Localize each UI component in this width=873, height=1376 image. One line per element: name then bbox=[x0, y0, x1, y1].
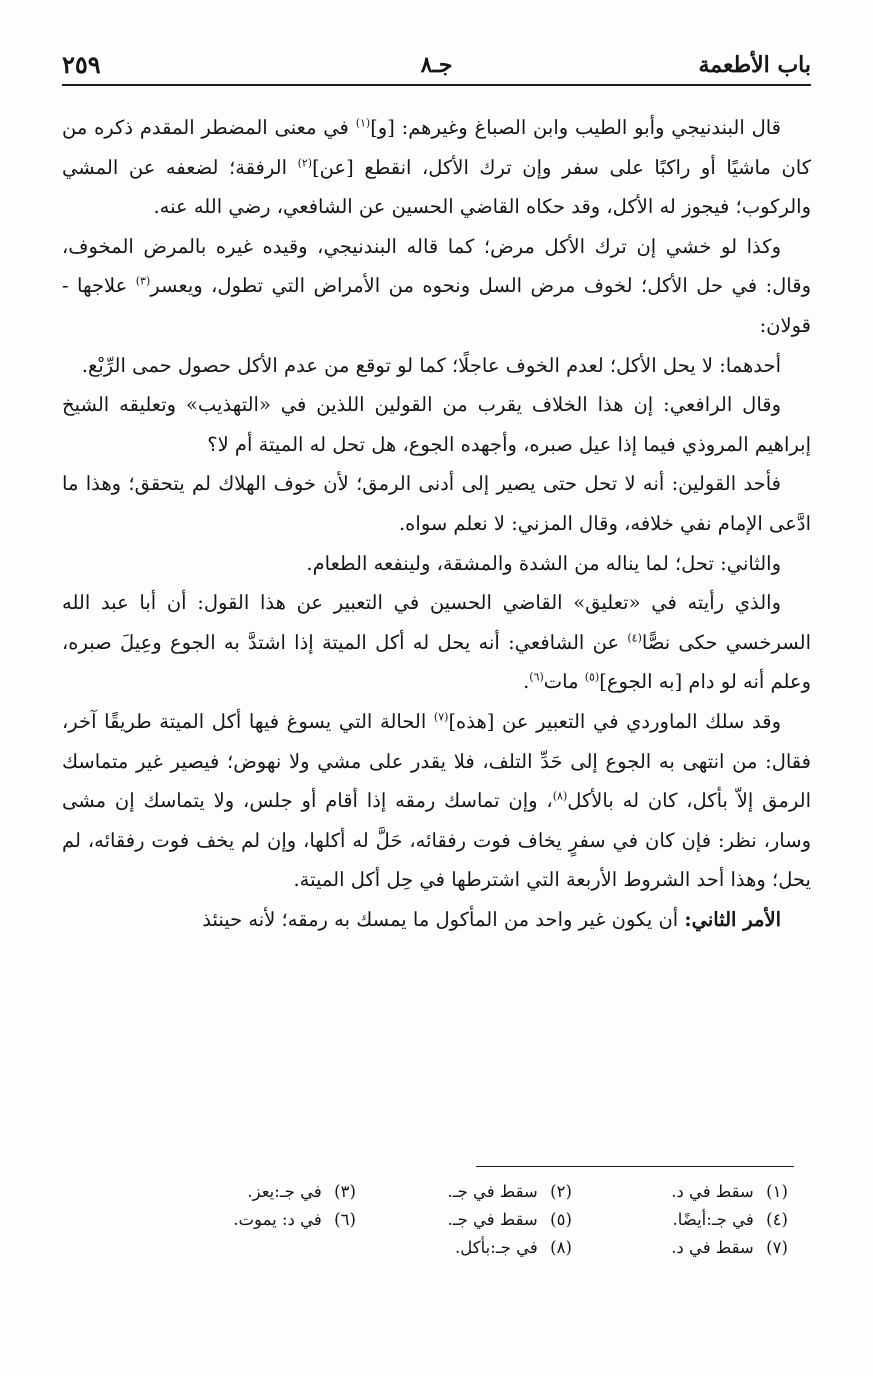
footnote-text: سقط في جـ. bbox=[447, 1210, 538, 1229]
footnote-ref: (٥) bbox=[584, 670, 600, 684]
text-run: علاجها - قولان: bbox=[62, 274, 811, 337]
footnote bbox=[363, 1206, 579, 1234]
text-run: والثاني: تحل؛ لما يناله من الشدة والمشقة، ولينفعه الطعام. bbox=[306, 551, 781, 575]
footnote-number: (٣) bbox=[334, 1182, 356, 1201]
text-run: والذي رأيته في «تعليق» القاضي الحسين في التعبير عن هذا القول: أن أبا عبد الله السرخسي حكى نصًّا bbox=[62, 591, 811, 654]
text-run: أحدهما: لا يحل الأكل؛ لعدم الخوف عاجلًا؛ كما لو توقع من عدم الأكل حصول حمى الرِّبْع. bbox=[81, 353, 781, 377]
text-run: عن الشافعي: أنه يحل له أكل الميتة إذا اشتدَّ به الجوع وعِيلَ صبره، وعلم أنه لو دام [به الجوع] bbox=[62, 630, 811, 694]
footnote-number: (٦) bbox=[334, 1210, 356, 1229]
running-header bbox=[62, 46, 811, 86]
footnote-number: (٤) bbox=[766, 1210, 788, 1229]
footnote-ref: (٣) bbox=[135, 274, 151, 288]
footnotes bbox=[62, 1178, 795, 1262]
text-run: وقد سلك الماوردي في التعبير عن [هذه] bbox=[448, 709, 781, 733]
footnote-row bbox=[62, 1234, 795, 1262]
footnote-ref: (٦) bbox=[529, 670, 544, 684]
paragraph bbox=[62, 464, 811, 543]
footnote-text: سقط في جـ. bbox=[447, 1182, 538, 1201]
volume-label: جـ٨ bbox=[420, 52, 453, 78]
paragraph-lead: الأمر الثاني: bbox=[684, 907, 781, 931]
footnote-number: (٥) bbox=[550, 1210, 572, 1229]
footnote-text: في د: يموت. bbox=[233, 1210, 322, 1229]
footnote bbox=[363, 1234, 579, 1262]
footnote-ref: (٧) bbox=[433, 710, 449, 724]
footnote-number: (٢) bbox=[550, 1182, 572, 1201]
footnote-number: (٨) bbox=[550, 1238, 572, 1257]
footnote-text: سقط في د. bbox=[671, 1182, 754, 1201]
footnote bbox=[147, 1206, 363, 1234]
footnote-text: في جـ:أيضًا. bbox=[672, 1210, 754, 1229]
text-run: ، وإن تماسك رمقه إذا أقام أو جلس، ولا يتماسك إن مشى وسار، نظر: فإن كان في سفرٍ يخاف فوت رفقائه، حَلَّ له أكلها، وإن لم يخف فوت رفقائه، لم يحل؛ وهذا أحد الشروط الأربعة التي اشترطها في حِل أكل الميتة. bbox=[62, 789, 811, 892]
footnote-row bbox=[62, 1178, 795, 1206]
paragraph bbox=[62, 346, 811, 386]
text-run: الرفقة؛ لضعفه عن المشي والركوب؛ فيجوز له الأكل، وقد حكاه القاضي الحسين عن الشافعي، رضي الله عنه. bbox=[62, 155, 811, 219]
footnote-rule bbox=[476, 1166, 794, 1167]
text-run: مات bbox=[543, 670, 585, 694]
footnote-ref: (٤) bbox=[627, 631, 642, 645]
footnote bbox=[579, 1234, 795, 1262]
paragraph bbox=[62, 227, 811, 346]
paragraph bbox=[62, 544, 811, 584]
text-run: وكذا لو خشي إن ترك الأكل مرض؛ كما قاله البندنيجي، وقيده غيره بالمرض المخوف، وقال: في حل الأكل؛ لخوف مرض السل ونحوه من الأمراض التي تطول، ويعسر bbox=[62, 234, 811, 298]
footnote bbox=[579, 1206, 795, 1234]
footnote-number: (٧) bbox=[766, 1238, 788, 1257]
text-run: وقال الرافعي: إن هذا الخلاف يقرب من القولين اللذين في «التهذيب» وتعليقه الشيخ إبراهيم المروذي فيما إذا عيل صبره، وأجهده الجوع، هل تحل له الميتة أم لا؟ bbox=[62, 393, 811, 456]
text-run: في معنى المضطر المقدم ذكره من كان ماشيًا أو راكبًا على سفر وإن ترك الأكل، انقطع [عن] bbox=[62, 116, 811, 179]
main-text bbox=[62, 108, 811, 939]
footnote bbox=[147, 1178, 363, 1206]
page-number: ٢٥٩ bbox=[62, 50, 101, 79]
footnote bbox=[363, 1178, 579, 1206]
chapter-title: باب الأطعمة bbox=[698, 52, 811, 78]
footnote-number: (١) bbox=[766, 1182, 788, 1201]
header-rule bbox=[62, 84, 811, 86]
footnote bbox=[579, 1178, 795, 1206]
text-run: قال البندنيجي وأبو الطيب وابن الصباغ وغيرهم: [و] bbox=[370, 116, 781, 139]
paragraph bbox=[62, 702, 811, 900]
footnote-row bbox=[62, 1206, 795, 1234]
text-run: . bbox=[523, 670, 530, 694]
paragraph bbox=[62, 385, 811, 464]
text-run: فأحد القولين: أنه لا تحل حتى يصير إلى أدنى الرمق؛ لأن خوف الهلاك لم يتحقق؛ وهذا ما ادَّعى الإمام نفي خلافه، وقال المزني: لا نعلم سواه. bbox=[62, 472, 811, 535]
footnote-text: في جـ:يعز. bbox=[247, 1182, 322, 1201]
paragraph bbox=[62, 583, 811, 702]
text-run: الحالة التي يسوغ فيها أكل الميتة طريقًا آخر، فقال: من انتهى به الجوع إلى حَدِّ التلف، فلا يقدر على مشي ولا نهوض؛ فيصير غير متماسك الرمق إلاّ بأكل، كان له بالأكل bbox=[62, 709, 811, 813]
paragraph bbox=[62, 108, 811, 227]
footnote-ref: (١) bbox=[355, 116, 371, 130]
text-run: أن يكون غير واحد من المأكول ما يمسك به رمقه؛ لأنه حينئذ bbox=[202, 907, 685, 931]
footnote-text: سقط في د. bbox=[671, 1238, 754, 1257]
footnote-text: في جـ:بأكل. bbox=[455, 1238, 538, 1257]
paragraph bbox=[62, 900, 811, 940]
footnote-ref: (٢) bbox=[297, 156, 313, 170]
footnote-ref: (٨) bbox=[552, 789, 568, 803]
